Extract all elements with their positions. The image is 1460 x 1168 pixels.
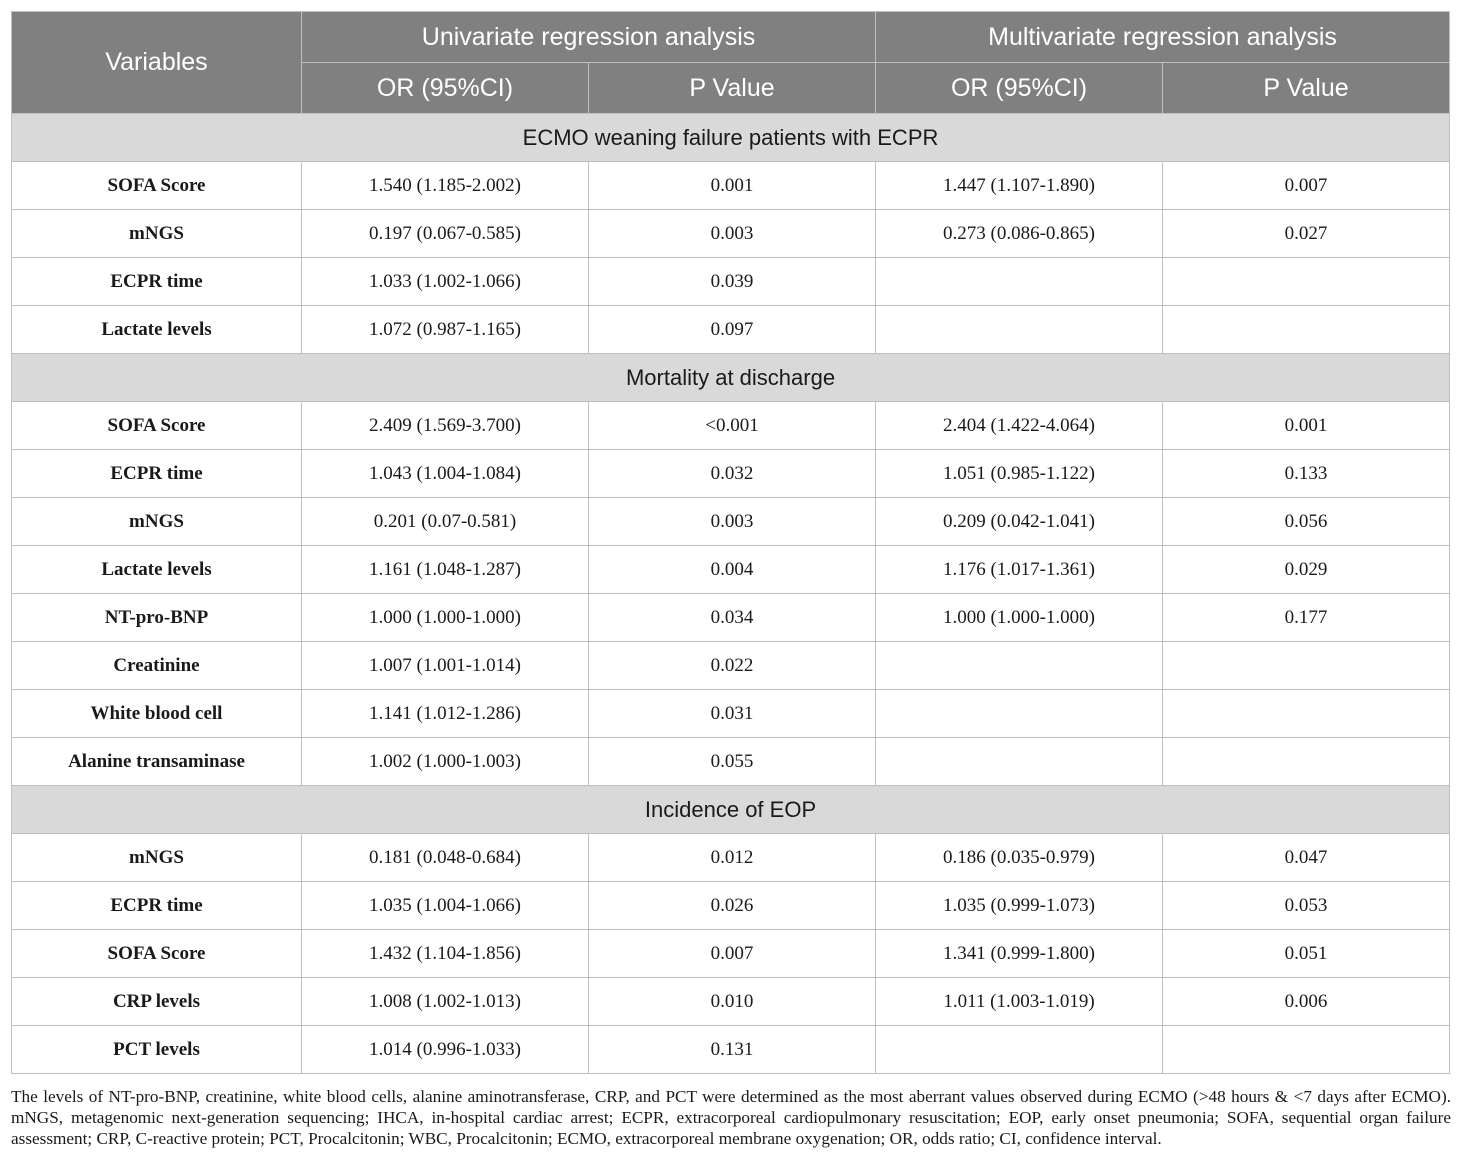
variable-cell: Creatinine — [12, 642, 302, 690]
table-row — [12, 498, 1450, 546]
variable-cell: mNGS — [12, 210, 302, 258]
header-variables: Variables — [12, 12, 302, 114]
univariate-p-cell: 0.032 — [589, 450, 876, 498]
header-uni-or: OR (95%CI) — [302, 63, 589, 114]
multivariate-p-cell: 0.006 — [1163, 978, 1450, 1026]
multivariate-or-cell — [876, 738, 1163, 786]
univariate-p-cell: 0.026 — [589, 882, 876, 930]
variable-cell: mNGS — [12, 498, 302, 546]
variable-cell: SOFA Score — [12, 930, 302, 978]
multivariate-or-cell: 0.209 (0.042-1.041) — [876, 498, 1163, 546]
multivariate-or-cell: 1.341 (0.999-1.800) — [876, 930, 1163, 978]
multivariate-p-cell: 0.047 — [1163, 834, 1450, 882]
table-row — [12, 642, 1450, 690]
table-row — [12, 882, 1450, 930]
univariate-p-cell: 0.003 — [589, 498, 876, 546]
section-title: Mortality at discharge — [12, 354, 1450, 402]
univariate-p-cell: 0.097 — [589, 306, 876, 354]
univariate-p-cell: 0.004 — [589, 546, 876, 594]
section-title: ECMO weaning failure patients with ECPR — [12, 114, 1450, 162]
section-row — [12, 354, 1450, 402]
multivariate-p-cell: 0.177 — [1163, 594, 1450, 642]
section-row — [12, 786, 1450, 834]
univariate-or-cell: 0.197 (0.067-0.585) — [302, 210, 589, 258]
univariate-p-cell: 0.012 — [589, 834, 876, 882]
table-row — [12, 930, 1450, 978]
table-row — [12, 1026, 1450, 1074]
multivariate-p-cell — [1163, 738, 1450, 786]
variable-cell: Lactate levels — [12, 306, 302, 354]
multivariate-or-cell: 1.176 (1.017-1.361) — [876, 546, 1163, 594]
univariate-or-cell: 1.033 (1.002-1.066) — [302, 258, 589, 306]
variable-cell: Lactate levels — [12, 546, 302, 594]
regression-table — [11, 11, 1450, 1074]
univariate-or-cell: 0.181 (0.048-0.684) — [302, 834, 589, 882]
multivariate-p-cell: 0.001 — [1163, 402, 1450, 450]
multivariate-p-cell — [1163, 1026, 1450, 1074]
univariate-p-cell: <0.001 — [589, 402, 876, 450]
multivariate-p-cell: 0.051 — [1163, 930, 1450, 978]
header-multi-p: P Value — [1163, 63, 1450, 114]
univariate-p-cell: 0.034 — [589, 594, 876, 642]
header-multi-or: OR (95%CI) — [876, 63, 1163, 114]
multivariate-or-cell: 0.273 (0.086-0.865) — [876, 210, 1163, 258]
univariate-or-cell: 0.201 (0.07-0.581) — [302, 498, 589, 546]
univariate-p-cell: 0.031 — [589, 690, 876, 738]
univariate-or-cell: 1.035 (1.004-1.066) — [302, 882, 589, 930]
univariate-p-cell: 0.003 — [589, 210, 876, 258]
variable-cell: SOFA Score — [12, 402, 302, 450]
table-row — [12, 306, 1450, 354]
table-row — [12, 594, 1450, 642]
table-row — [12, 258, 1450, 306]
variable-cell: Alanine transaminase — [12, 738, 302, 786]
table-footnote: The levels of NT-pro-BNP, creatinine, white blood cells, alanine aminotransferase, CRP, and PCT were determined as the most aberrant values observed during ECMO (>48 hours & <7 days after ECMO). mNGS, metagenomic next-generation sequencing; IHCA, in-hospital cardiac arrest; ECPR, extracorporeal cardiopulmonary resuscitation; EOP, early onset pneumonia; SOFA, sequential organ failure assessment; CRP, C-reactive protein; PCT, Procalcitonin; WBC, Procalcitonin; ECMO, extracorporeal membrane oxygenation; OR, odds ratio; CI, confidence interval. — [11, 1087, 1451, 1148]
table-row — [12, 978, 1450, 1026]
variable-cell: ECPR time — [12, 450, 302, 498]
multivariate-p-cell: 0.027 — [1163, 210, 1450, 258]
table-row — [12, 402, 1450, 450]
variable-cell: CRP levels — [12, 978, 302, 1026]
header-multivariate: Multivariate regression analysis — [876, 12, 1450, 63]
multivariate-or-cell — [876, 690, 1163, 738]
univariate-or-cell: 1.432 (1.104-1.856) — [302, 930, 589, 978]
univariate-or-cell: 1.141 (1.012-1.286) — [302, 690, 589, 738]
table-wrapper — [11, 11, 1449, 1074]
univariate-or-cell: 1.540 (1.185-2.002) — [302, 162, 589, 210]
multivariate-or-cell — [876, 642, 1163, 690]
table-row — [12, 546, 1450, 594]
header-univariate: Univariate regression analysis — [302, 12, 876, 63]
variable-cell: White blood cell — [12, 690, 302, 738]
table-row — [12, 738, 1450, 786]
multivariate-or-cell: 1.011 (1.003-1.019) — [876, 978, 1163, 1026]
table-row — [12, 162, 1450, 210]
univariate-or-cell: 1.000 (1.000-1.000) — [302, 594, 589, 642]
table-body — [12, 114, 1450, 1074]
univariate-or-cell: 2.409 (1.569-3.700) — [302, 402, 589, 450]
multivariate-or-cell: 1.447 (1.107-1.890) — [876, 162, 1163, 210]
multivariate-or-cell: 2.404 (1.422-4.064) — [876, 402, 1163, 450]
multivariate-p-cell: 0.053 — [1163, 882, 1450, 930]
univariate-or-cell: 1.072 (0.987-1.165) — [302, 306, 589, 354]
variable-cell: ECPR time — [12, 258, 302, 306]
multivariate-p-cell — [1163, 306, 1450, 354]
table-header — [12, 12, 1450, 114]
table-row — [12, 210, 1450, 258]
univariate-p-cell: 0.007 — [589, 930, 876, 978]
univariate-p-cell: 0.055 — [589, 738, 876, 786]
variable-cell: PCT levels — [12, 1026, 302, 1074]
section-row — [12, 114, 1450, 162]
variable-cell: mNGS — [12, 834, 302, 882]
univariate-or-cell: 1.014 (0.996-1.033) — [302, 1026, 589, 1074]
univariate-p-cell: 0.001 — [589, 162, 876, 210]
table-row — [12, 690, 1450, 738]
univariate-p-cell: 0.010 — [589, 978, 876, 1026]
multivariate-or-cell: 1.051 (0.985-1.122) — [876, 450, 1163, 498]
multivariate-p-cell: 0.007 — [1163, 162, 1450, 210]
multivariate-p-cell — [1163, 258, 1450, 306]
multivariate-p-cell — [1163, 690, 1450, 738]
multivariate-p-cell: 0.029 — [1163, 546, 1450, 594]
univariate-or-cell: 1.008 (1.002-1.013) — [302, 978, 589, 1026]
univariate-or-cell: 1.161 (1.048-1.287) — [302, 546, 589, 594]
univariate-p-cell: 0.039 — [589, 258, 876, 306]
univariate-or-cell: 1.002 (1.000-1.003) — [302, 738, 589, 786]
multivariate-or-cell — [876, 258, 1163, 306]
multivariate-or-cell — [876, 306, 1163, 354]
univariate-p-cell: 0.131 — [589, 1026, 876, 1074]
variable-cell: ECPR time — [12, 882, 302, 930]
univariate-or-cell: 1.043 (1.004-1.084) — [302, 450, 589, 498]
header-uni-p: P Value — [589, 63, 876, 114]
multivariate-p-cell — [1163, 642, 1450, 690]
table-row — [12, 834, 1450, 882]
section-title: Incidence of EOP — [12, 786, 1450, 834]
multivariate-p-cell: 0.133 — [1163, 450, 1450, 498]
multivariate-or-cell: 0.186 (0.035-0.979) — [876, 834, 1163, 882]
univariate-p-cell: 0.022 — [589, 642, 876, 690]
multivariate-or-cell — [876, 1026, 1163, 1074]
variable-cell: NT-pro-BNP — [12, 594, 302, 642]
multivariate-or-cell: 1.000 (1.000-1.000) — [876, 594, 1163, 642]
multivariate-or-cell: 1.035 (0.999-1.073) — [876, 882, 1163, 930]
multivariate-p-cell: 0.056 — [1163, 498, 1450, 546]
variable-cell: SOFA Score — [12, 162, 302, 210]
table-row — [12, 450, 1450, 498]
univariate-or-cell: 1.007 (1.001-1.014) — [302, 642, 589, 690]
